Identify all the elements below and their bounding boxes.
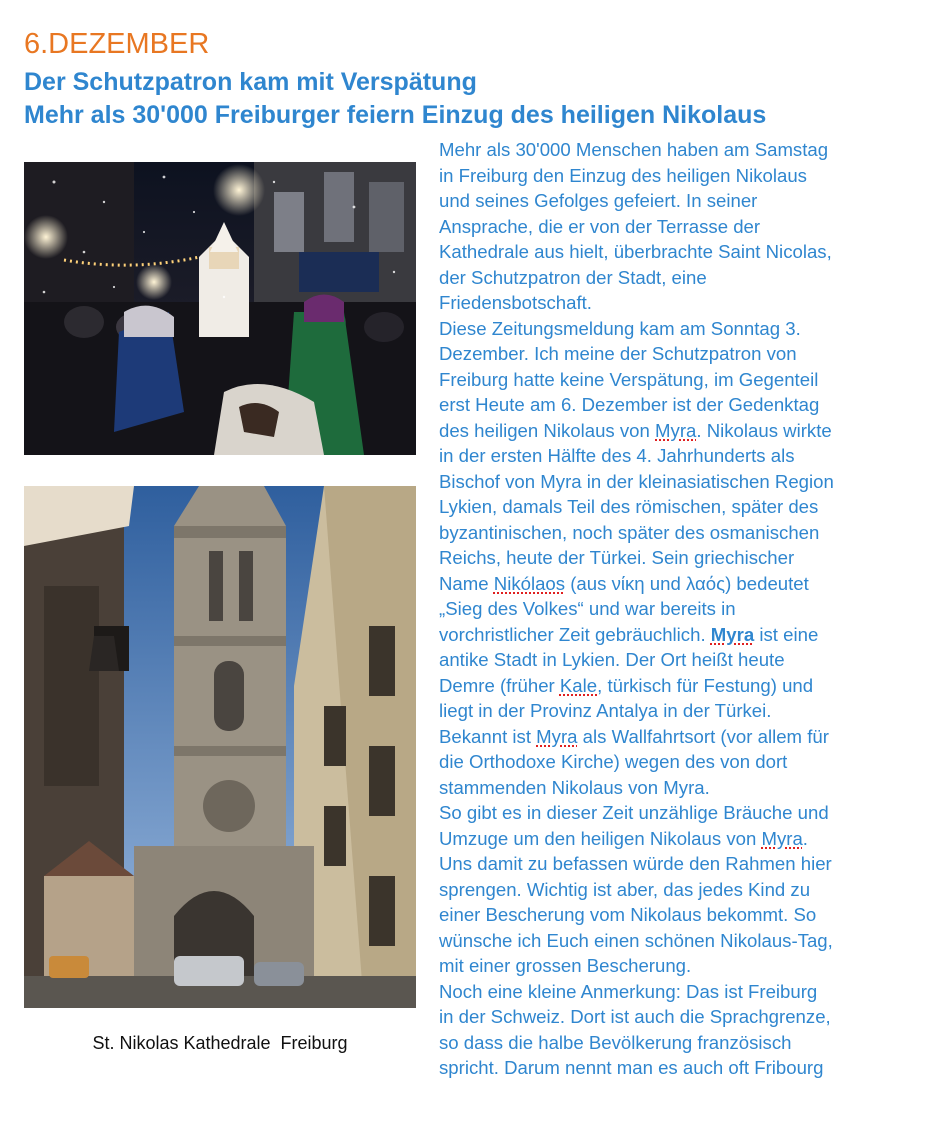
cathedral-photo [24, 486, 416, 1008]
article-line: und seines Gefolges gefeiert. In seiner [439, 190, 758, 211]
article-line: Dezember. Ich meine der Schutzpatron von [439, 343, 797, 364]
article-line: Uns damit zu befassen würde den Rahmen hier [439, 853, 832, 874]
article-line: „Sieg des Volkes“ und war bereits in [439, 598, 736, 619]
article-line: in der ersten Hälfte des 4. Jahrhunderts als [439, 445, 795, 466]
article-line: Name Nikólaos (aus νίκη und λαός) bedeutet [439, 572, 809, 594]
article-line: Bekannt ist Myra als Wallfahrtsort (vor allem für [439, 725, 829, 747]
article-line: Noch eine kleine Anmerkung: Das ist Freiburg [439, 980, 818, 1002]
article-line: so dass die halbe Bevölkerung französisch [439, 1031, 792, 1053]
article-line: Freiburg hatte keine Verspätung, im Gegenteil [439, 368, 819, 390]
date-title: 6.DEZEMBER [24, 28, 210, 60]
article-line: einer Bescherung vom Nikolaus bekommt. So [439, 904, 817, 925]
photo-caption: St. Nikolas Kathedrale Freiburg [92, 1033, 348, 1053]
article-line: wünsche ich Euch einen schönen Nikolaus-Tag, [439, 929, 833, 951]
article-line: Ansprache, die er von der Terrasse der [439, 215, 761, 237]
article-line: Demre (früher Kale, türkisch für Festung) und [439, 674, 814, 696]
article-body [439, 137, 919, 1081]
article-line: antike Stadt in Lykien. Der Ort heißt heute [439, 649, 785, 670]
article-line: liegt in der Provinz Antalya in der Türkei. [439, 700, 772, 721]
article-line: mit einer grossen Bescherung. [439, 955, 692, 976]
article-line: Kathedrale aus hielt, überbrachte Saint Nicolas, [439, 241, 832, 262]
article-line: Umzuge um den heiligen Nikolaus von Myra. [439, 827, 808, 849]
article-line: in Freiburg den Einzug des heiligen Nikolaus [439, 164, 807, 186]
article-line: die Orthodoxe Kirche) wegen des von dort [439, 751, 788, 772]
article-line: stammenden Nikolaus von Myra. [439, 776, 710, 798]
article-line: Lykien, damals Teil des römischen, später des [439, 496, 819, 517]
article-line: spricht. Darum nennt man es auch oft Fribourg [439, 1057, 824, 1078]
article-line: byzantinischen, noch später des osmanischen [439, 521, 820, 543]
article-line: Diese Zeitungsmeldung kam am Sonntag 3. [439, 317, 801, 339]
article-line: der Schutzpatron der Stadt, eine [439, 266, 707, 288]
article-line: sprengen. Wichtig ist aber, das jedes Kind zu [439, 878, 811, 900]
article-line: des heiligen Nikolaus von Myra. Nikolaus wirkte [439, 419, 832, 441]
article-line: erst Heute am 6. Dezember ist der Gedenktag [439, 394, 820, 415]
article-line: Friedensbotschaft. [439, 292, 592, 313]
article-line: vorchristlicher Zeit gebräuchlich. Myra ist eine [439, 623, 819, 645]
procession-photo [24, 162, 416, 455]
article-line: in der Schweiz. Dort ist auch die Sprachgrenze, [439, 1006, 831, 1027]
article-line: So gibt es in dieser Zeit unzählige Bräuche und [439, 802, 829, 823]
article-line: Bischof von Myra in der kleinasiatischen Region [439, 470, 834, 492]
article-line: Reichs, heute der Türkei. Sein griechischer [439, 547, 795, 568]
headline-sub: Mehr als 30'000 Freiburger feiern Einzug des heiligen Nikolaus [24, 101, 767, 129]
article-line: Mehr als 30'000 Menschen haben am Samstag [439, 139, 829, 160]
headline-main: Der Schutzpatron kam mit Verspätung [24, 68, 477, 96]
